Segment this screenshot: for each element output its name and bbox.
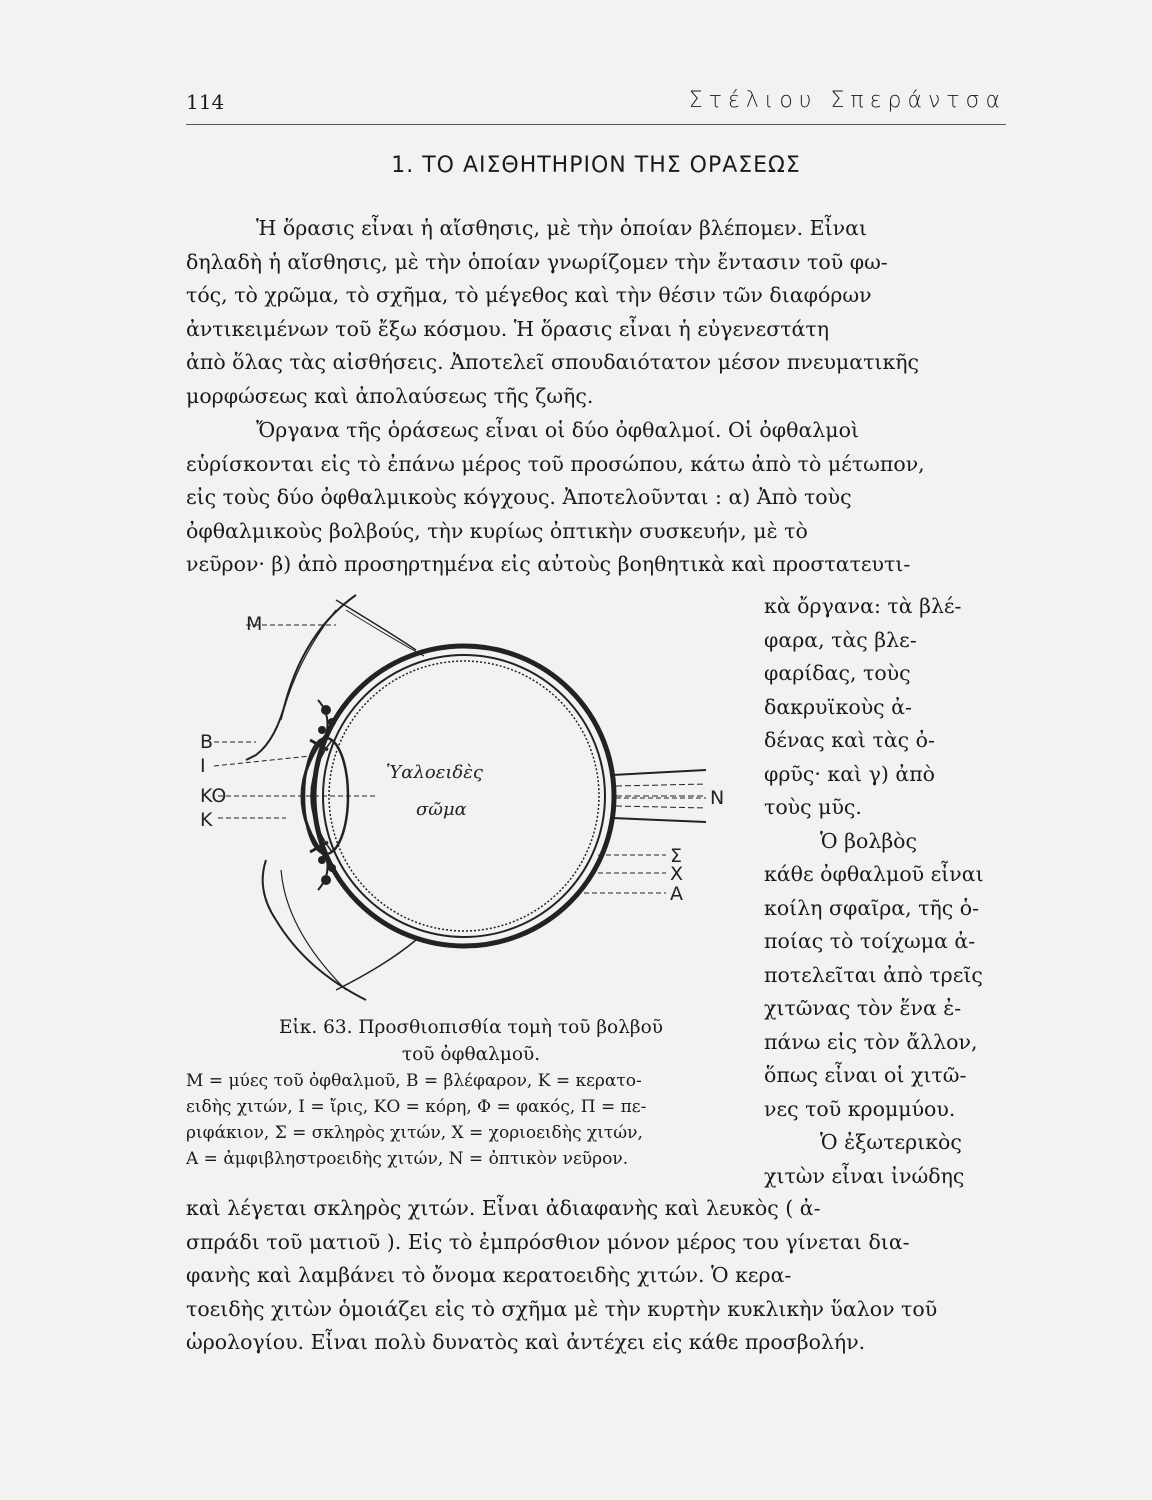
text-line: μορφώσεως καὶ ἀπολαύσεως τῆς ζωῆς. [186,383,594,408]
text-line: ὀφθαλμικοὺς βολβούς, τὴν κυρίως ὀπτικὴν συσκευήν, μὲ τὸ [186,518,808,543]
label-x: X [670,863,684,885]
section-title: 1. ΤΟ ΑΙΣΘΗΤΗΡΙΟΝ ΤΗΣ ΟΡΑΣΕΩΣ [391,153,801,178]
text-line: νεῦρον· β) ἀπὸ προσηρτημένα εἰς αὐτοὺς βοηθητικὰ καὶ προστατευτι- [186,552,911,576]
page-header [186,86,1006,120]
label-k: K [200,809,213,831]
text-line: κὰ ὄργανα: τὰ βλέ- [764,594,962,618]
text-line: φρῦς· καὶ γ) ἀπὸ [764,761,936,786]
side-column-text [764,590,1008,1193]
caption-title-2: τοῦ ὀφθαλμοῦ. [401,1044,541,1065]
text-line: ὅπως εἶναι οἱ χιτῶ- [764,1063,967,1087]
text-line: φαρίδας, τοὺς [764,661,911,685]
caption-title: Εἰκ. 63. Προσθιοπισθία τομὴ τοῦ βολβοῦ [279,1017,663,1038]
vitreous-label-2: σῶμα [416,799,467,820]
text-line: δένας καὶ τὰς ὀ- [764,728,935,752]
running-head: Στέλιου Σπεράντσα [688,88,1006,113]
paragraph-3 [186,1192,1006,1360]
text-line: ποίας τὸ τοίχωμα ἀ- [764,929,976,953]
text-line: Ὁ βολβὸς [820,828,917,853]
text-line: δηλαδὴ ἡ αἴσθησις, μὲ τὴν ὁποίαν γνωρίζομεν τὴν ἔντασιν τοῦ φω- [186,249,888,274]
caption-legend-line: Α = ἀμφιβληστροειδὴς χιτών, Ν = ὀπτικὸν νεῦρον. [186,1149,629,1169]
text-line: τοειδὴς χιτὼν ὁμοιάζει εἰς τὸ σχῆμα μὲ τὴν κυρτὴν κυκλικὴν ὕαλον τοῦ [186,1296,938,1321]
text-line: ἀντικειμένων τοῦ ἔξω κόσμου. Ἡ ὅρασις εἶναι ἡ εὐγενεστάτη [186,316,830,341]
caption-legend-line: Μ = μύες τοῦ ὀφθαλμοῦ, Β = βλέφαρον, Κ = κερατο- [186,1071,642,1091]
muscle-upper [336,600,416,650]
text-line: χιτῶνας τὸν ἕνα ἐ- [764,996,962,1020]
text-line: σπράδι τοῦ ματιοῦ ). Εἰς τὸ ἐμπρόσθιον μόνον μέρος του γίνεται δια- [186,1229,910,1254]
text-line: ποτελεῖται ἀπὸ τρεῖς [764,962,983,987]
text-line: τοὺς μῦς. [764,795,862,819]
retina-outline [329,661,599,931]
paragraph-2 [186,414,1006,582]
text-line: δακρυϊκοὺς ἀ- [764,694,912,719]
paragraph-1 [186,212,1006,413]
figure-caption [186,1014,756,1172]
caption-legend-line: ριφάκιον, Σ = σκληρὸς χιτών, Χ = χοριοειδὴς χιτών, [186,1123,643,1143]
label-s: Σ [670,845,683,867]
text-line: Ὁ ἐξωτερικὸς [820,1130,962,1154]
label-m: M [246,613,263,635]
text-line: φαρα, τὰς βλε- [764,627,917,652]
vitreous-label-1: Ὑαλοειδὲς [386,762,484,783]
text-line: νες τοῦ κρομμύου. [764,1096,956,1121]
text-line: φανὴς καὶ λαμβάνει τὸ ὄνομα κερατοειδὴς χιτών. Ὁ κερα- [186,1263,792,1287]
text-line: εὑρίσκονται εἰς τὸ ἐπάνω μέρος τοῦ προσώπου, κάτω ἀπὸ τὸ μέτωπον, [186,451,925,476]
text-line: ὡρολογίου. Εἶναι πολὺ δυνατὸς καὶ ἀντέχει εἰς κάθε προσβολήν. [186,1330,866,1354]
text-line: καὶ λέγεται σκληρὸς χιτών. Εἶναι ἀδιαφανὴς καὶ λευκὸς ( ἀ- [186,1196,821,1220]
page-number: 114 [186,90,225,114]
eye-cross-section-figure [186,590,746,1010]
eyelid-upper [246,595,356,760]
label-b: B [200,731,214,753]
header-rule [186,124,1006,125]
label-n: N [710,787,725,809]
text-line: Ὄργανα τῆς ὁράσεως εἶναι οἱ δύο ὀφθαλμοί. Οἱ ὀφθαλμοὶ [256,418,859,442]
text-line: εἰς τοὺς δύο ὀφθαλμικοὺς κόγχους. Ἀποτελοῦνται : α) Ἀπὸ τοὺς [186,485,852,509]
text-line: τός, τὸ χρῶμα, τὸ σχῆμα, τὸ μέγεθος καὶ τὴν θέσιν τῶν διαφόρων [186,283,872,307]
text-line: χιτὼν εἶναι ἰνώδης [764,1163,965,1188]
label-i: I [200,755,206,777]
muscle-lower [336,940,416,990]
text-line: κοίλη σφαῖρα, τῆς ὁ- [764,895,980,920]
text-line: πάνω εἰς τὸν ἄλλον, [764,1029,978,1054]
text-line: Ἡ ὅρασις εἶναι ἡ αἴσθησις, μὲ τὴν ὁποίαν βλέπομεν. Εἶναι [256,216,868,240]
text-line: ἀπὸ ὅλας τὰς αἰσθήσεις. Ἀποτελεῖ σπουδαιότατον μέσον πνευματικῆς [186,350,920,374]
text-line: κάθε ὀφθαλμοῦ εἶναι [764,862,984,886]
label-a: A [670,883,683,905]
label-ko: KO [200,785,227,807]
caption-legend-line: ειδὴς χιτών, Ι = ἴρις, ΚΟ = κόρη, Φ = φακός, Π = πε- [186,1097,647,1117]
